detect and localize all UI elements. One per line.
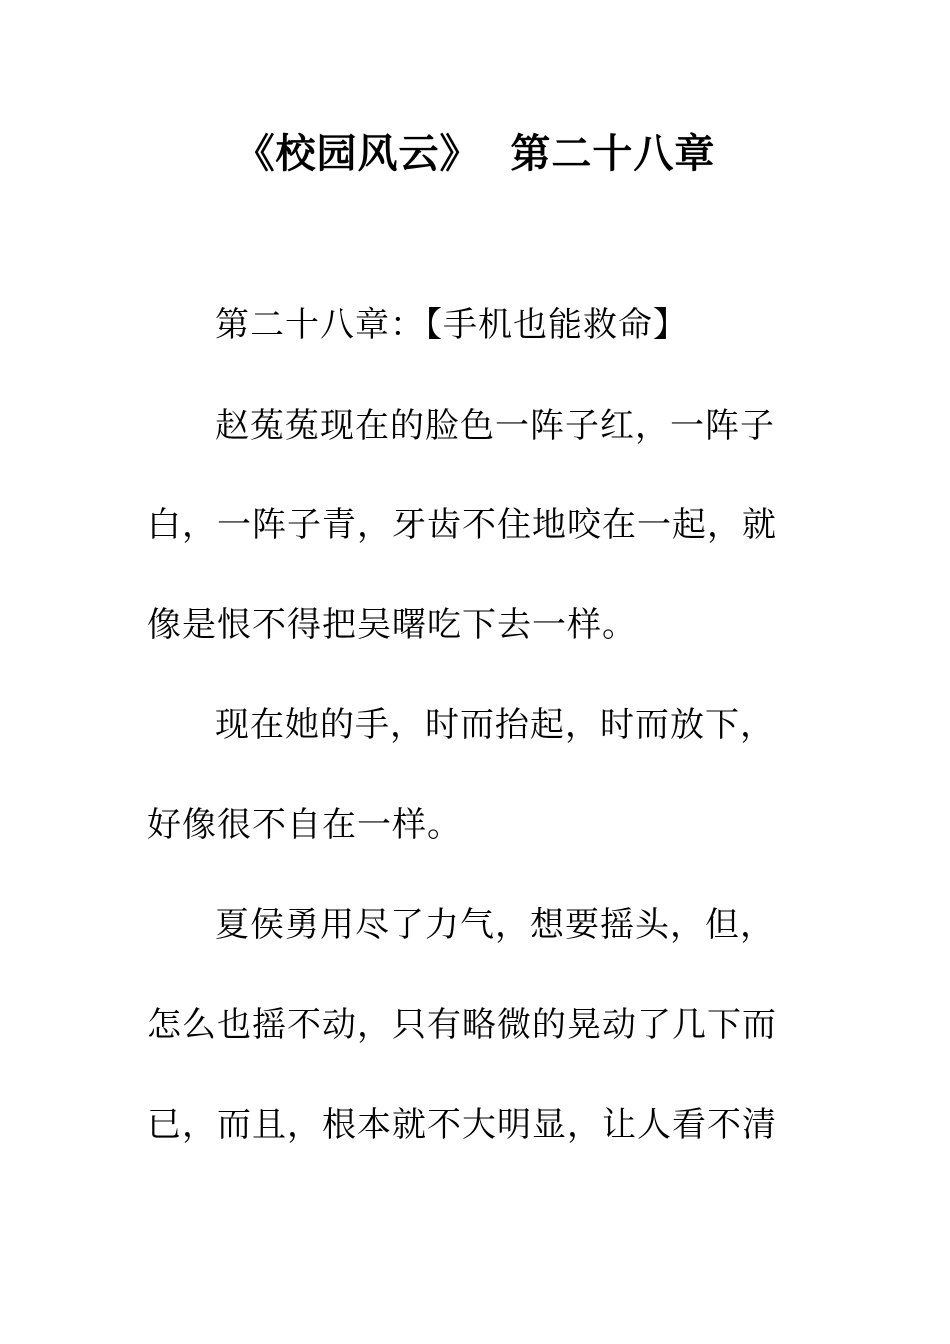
text-line: 好像很不自在一样。	[147, 805, 462, 845]
text-line: 怎么也摇不动，只有略微的晃动了几下而	[147, 1005, 777, 1045]
text-line: 现在她的手，时而抬起，时而放下，	[215, 705, 775, 745]
document-title: 《校园风云》 第二十八章	[234, 130, 716, 177]
text-line: 已，而且，根本就不大明显，让人看不清	[147, 1105, 777, 1145]
chapter-heading: 第二十八章：【手机也能救命】	[215, 305, 688, 345]
text-line: 夏侯勇用尽了力气，想要摇头，但，	[215, 905, 775, 945]
text-line: 白，一阵子青，牙齿不住地咬在一起，就	[147, 505, 777, 545]
text-line: 赵菟菟现在的脸色一阵子红，一阵子	[215, 406, 775, 446]
text-line: 像是恨不得把吴曙吃下去一样。	[147, 605, 637, 645]
